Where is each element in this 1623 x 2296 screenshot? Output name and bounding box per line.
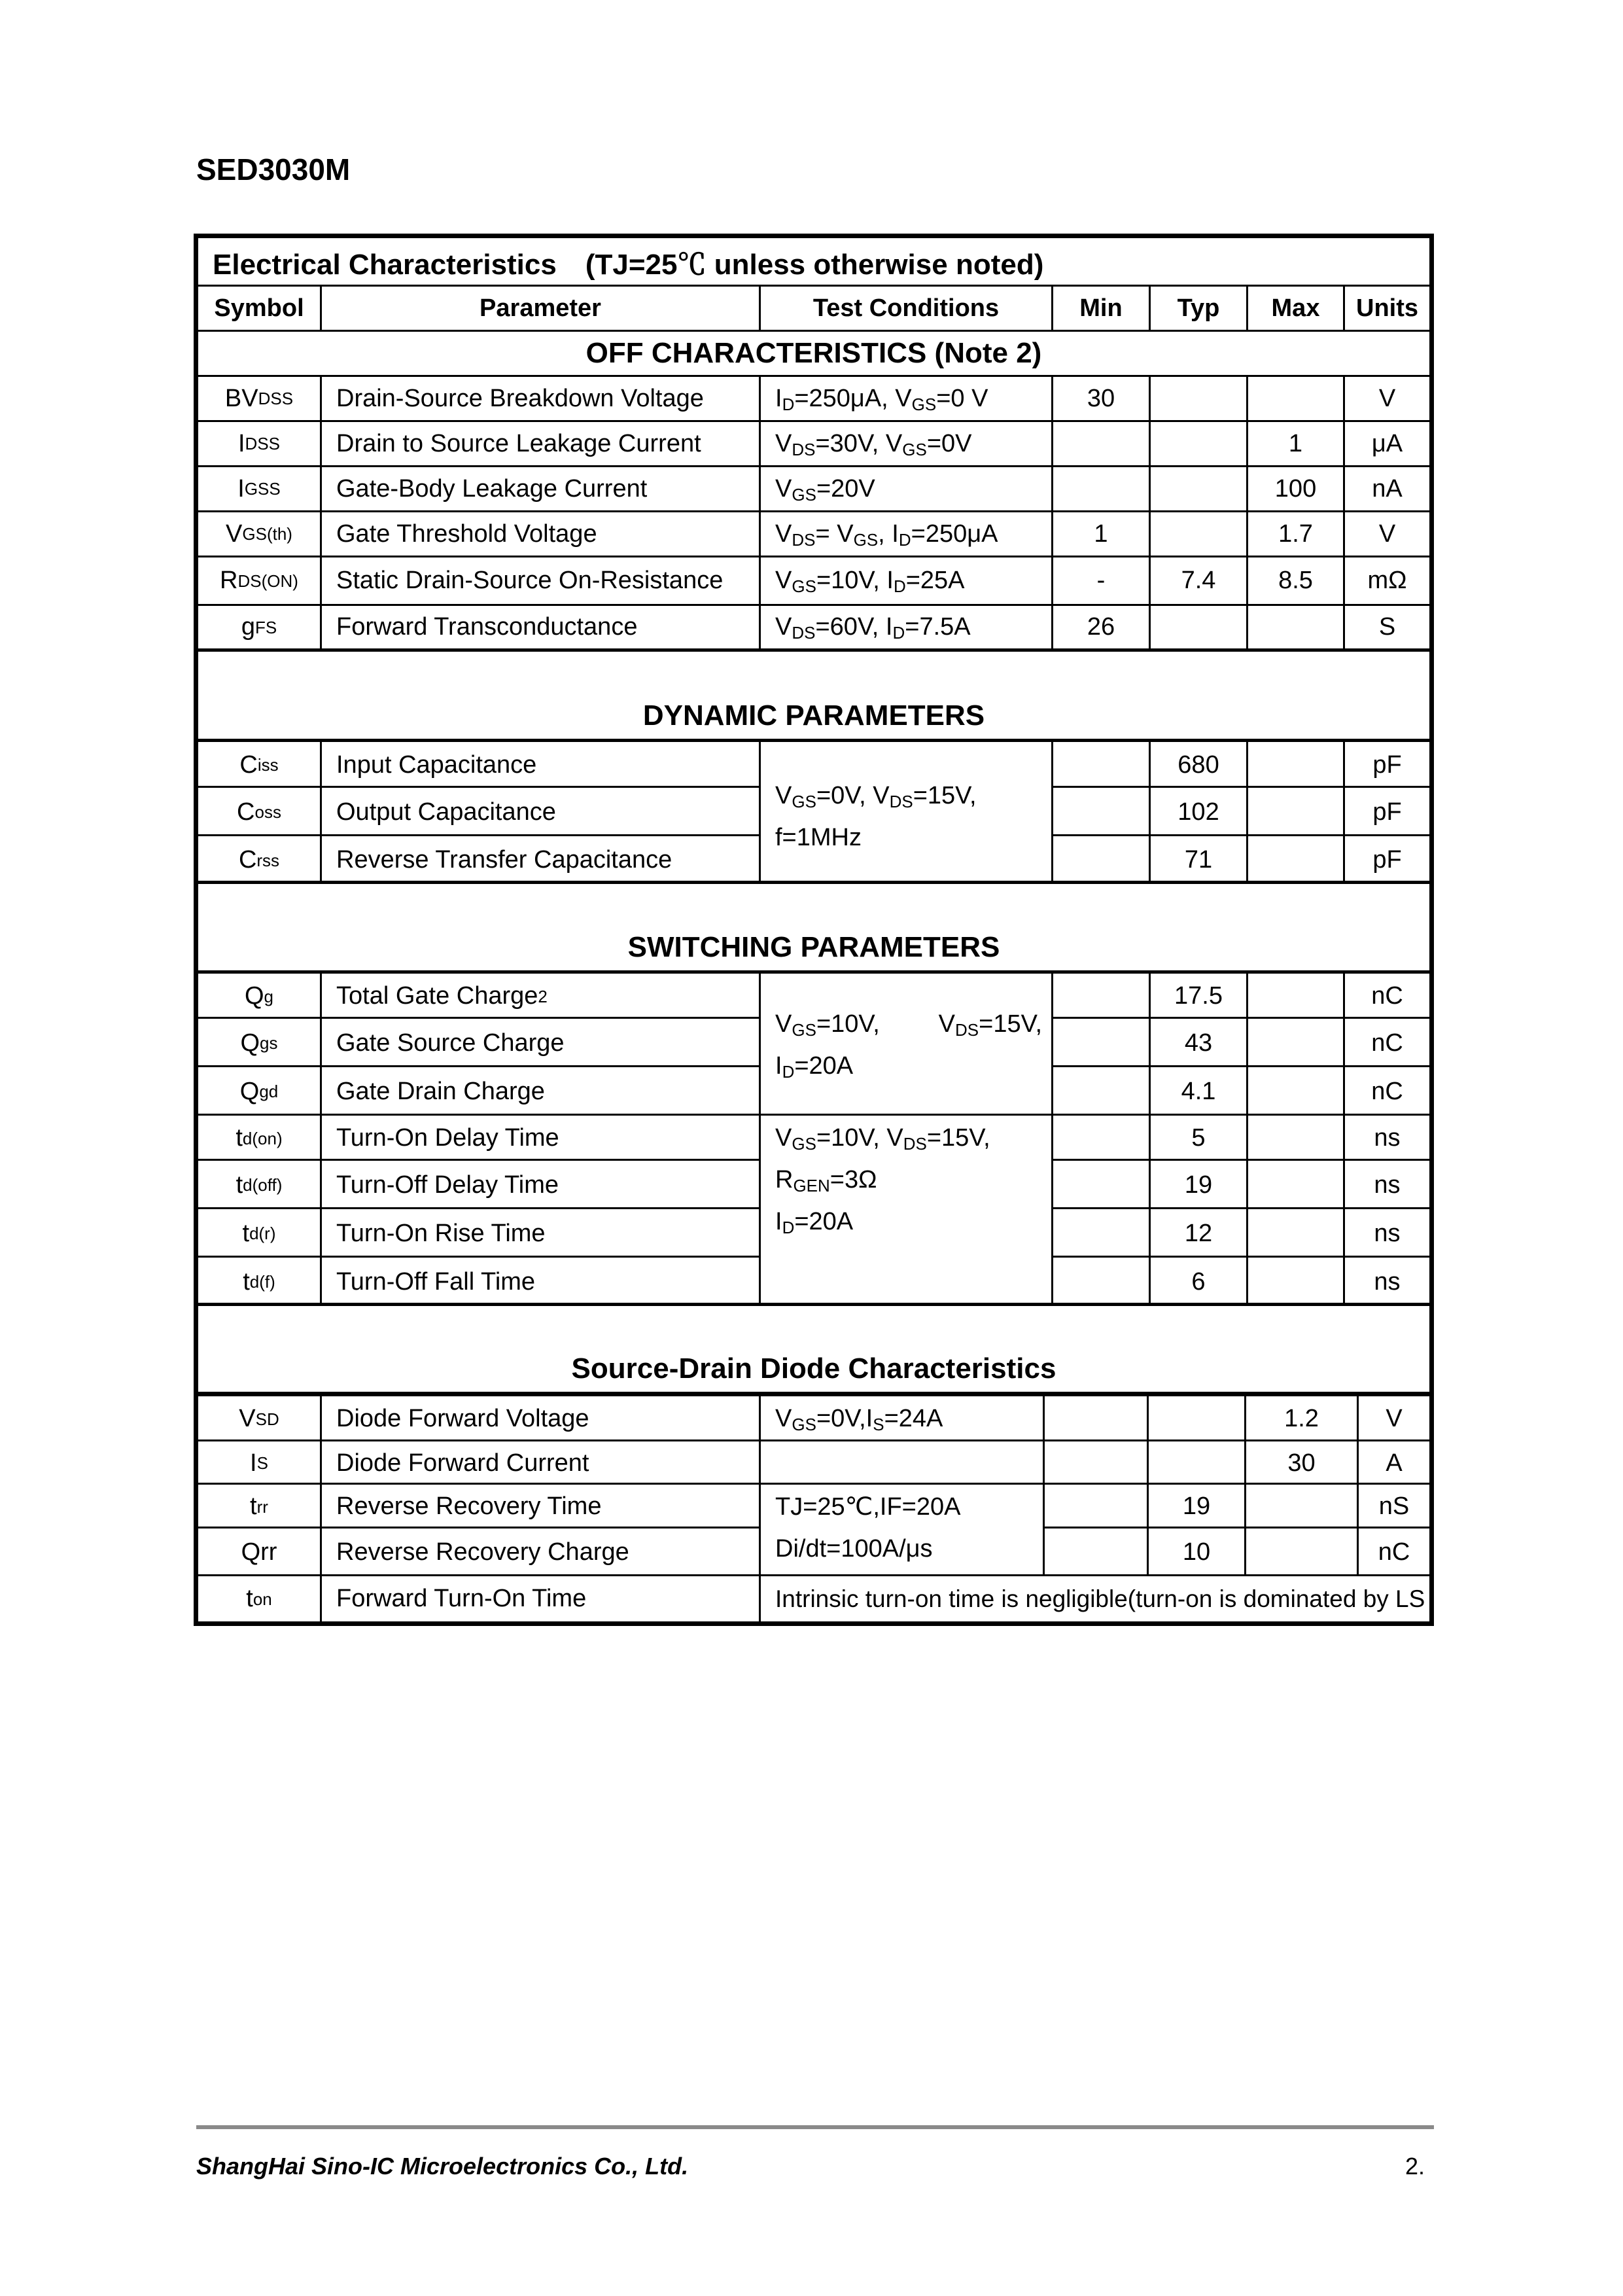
typ-cell: 17.5 — [1174, 982, 1223, 1010]
symbol-cell: I GSS — [237, 474, 281, 503]
units-cell: A — [1386, 1449, 1403, 1477]
units-cell: mΩ — [1367, 567, 1407, 594]
parameter-cell — [322, 742, 759, 788]
typ-cell: 4.1 — [1181, 1077, 1216, 1105]
typ-cell — [1151, 422, 1246, 465]
symbol-main: V — [226, 520, 243, 548]
test-condition-text: $V_{GS}=20V$ — [775, 474, 875, 504]
test-condition-line: $I_D=20A$ — [775, 1208, 854, 1237]
min-cell — [1053, 974, 1149, 1019]
max-cell — [1246, 1528, 1357, 1576]
max-cell: 1 — [1288, 429, 1303, 457]
units-cell: nS — [1378, 1492, 1410, 1520]
min-cell — [1053, 1116, 1149, 1161]
parameter-cell — [322, 1161, 759, 1209]
parameter-cell: Reverse Recovery Charge — [336, 1538, 629, 1566]
parameter-cell: Total Gate Charge 2 — [336, 982, 548, 1010]
parameter-cell — [322, 836, 759, 884]
table-row — [198, 467, 1429, 512]
parameter-cell — [322, 1209, 759, 1258]
note-cell: Intrinsic turn-on time is negligible(turn-on is dominated by LS — [775, 1585, 1425, 1612]
units-cell: μA — [1371, 429, 1403, 457]
header-units: Units — [1356, 294, 1418, 322]
units-cell: S — [1378, 613, 1396, 641]
test-condition-line — [775, 1003, 1051, 1045]
test-condition-line: Di/dt=100A/μs — [775, 1535, 933, 1563]
table-row — [198, 557, 1429, 606]
test-condition-line: f=1MHz — [775, 824, 862, 851]
max-cell — [1248, 606, 1343, 648]
symbol-main: t — [236, 1124, 243, 1152]
min-cell — [1053, 742, 1149, 788]
test-condition-line: $V_{GS}=10V$, $V_{DS}=15V$, — [775, 1124, 990, 1154]
symbol-main: V — [239, 1405, 256, 1432]
parameter-text: Output Capacitance — [336, 798, 556, 826]
section-dynamic-title: DYNAMIC PARAMETERS — [642, 699, 985, 732]
units-cell: V — [1378, 384, 1396, 412]
parameter-cell: Drain-Source Breakdown Voltage — [336, 384, 704, 412]
symbol-cell: I DSS — [237, 429, 281, 457]
header-symbol: Symbol — [214, 294, 304, 322]
symbol-main: I — [237, 429, 245, 457]
symbol-cell: C rss — [238, 846, 280, 874]
max-cell — [1248, 836, 1343, 884]
parameter-cell: Forward Turn-On Time — [336, 1585, 587, 1612]
test-condition-text: $V_{DS}=30V$, $V_{GS}=0V$ — [775, 429, 972, 459]
min-cell — [1053, 467, 1149, 510]
symbol-cell: BV DSS — [224, 384, 294, 412]
max-cell — [1248, 1161, 1343, 1209]
header-min: Min — [1079, 294, 1123, 322]
test-condition-text: $V_{DS}=15V$, — [938, 1010, 1042, 1040]
symbol-main: I — [237, 474, 245, 503]
electrical-characteristics-table — [194, 234, 1434, 1626]
test-condition-cell — [761, 1396, 1043, 1441]
symbol-cell: t d(r) — [242, 1219, 276, 1247]
section-off-row — [198, 332, 1429, 377]
units-cell: pF — [1372, 846, 1402, 874]
symbol-cell: t rr — [250, 1492, 268, 1520]
symbol-cell: C iss — [239, 751, 279, 779]
test-condition-cell — [761, 512, 1051, 556]
merged-test-condition — [761, 1486, 1043, 1570]
test-condition-cell — [761, 606, 1051, 648]
section-diode-row — [198, 1306, 1429, 1396]
typ-cell: 10 — [1182, 1538, 1211, 1566]
parameter-cell: Forward Transconductance — [336, 613, 638, 641]
symbol-main: C — [238, 846, 257, 874]
max-cell — [1248, 742, 1343, 788]
units-cell: nC — [1371, 982, 1403, 1010]
units-cell: V — [1386, 1405, 1403, 1432]
section-dynamic-row — [198, 652, 1429, 742]
max-cell: 30 — [1287, 1449, 1316, 1477]
units-cell: ns — [1374, 1219, 1401, 1247]
test-condition-cell — [761, 467, 1051, 510]
header-test-conditions: Test Conditions — [812, 294, 1000, 322]
symbol-main: Q — [244, 982, 264, 1010]
parameter-text: Turn-Off Delay Time — [336, 1171, 559, 1199]
footer-divider — [196, 2125, 1434, 2129]
parameter-cell — [322, 1019, 759, 1067]
max-cell — [1246, 1485, 1357, 1528]
min-cell: 1 — [1094, 520, 1108, 548]
symbol-cell: Q gs — [240, 1029, 278, 1057]
parameter-cell: Reverse Recovery Time — [336, 1492, 602, 1520]
typ-cell: 102 — [1178, 798, 1219, 826]
max-cell — [1248, 1116, 1343, 1161]
min-cell: 30 — [1087, 384, 1115, 412]
symbol-main: C — [239, 751, 258, 779]
parameter-text: Gate Drain Charge — [336, 1077, 545, 1105]
max-cell — [1248, 1258, 1343, 1306]
symbol-main: Q — [239, 1077, 260, 1105]
test-condition-cell — [761, 377, 1051, 420]
symbol-cell: Q g — [244, 982, 274, 1010]
symbol-main: t — [243, 1267, 250, 1296]
symbol-main: Q — [240, 1029, 260, 1057]
typ-cell — [1151, 377, 1246, 420]
min-cell: 26 — [1087, 613, 1115, 641]
parameter-cell: Diode Forward Current — [336, 1449, 589, 1477]
symbol-main: t — [250, 1492, 257, 1520]
symbol-cell: I S — [250, 1449, 268, 1477]
header-max: Max — [1271, 294, 1320, 322]
typ-cell — [1149, 1396, 1244, 1441]
table-row — [198, 512, 1429, 557]
units-cell: ns — [1374, 1124, 1401, 1152]
min-cell — [1053, 1258, 1149, 1306]
typ-cell — [1151, 467, 1246, 510]
test-condition-line: $I_D=20A$ — [775, 1052, 854, 1082]
test-condition-text: $V_{GS}=10V$, $I_D=25A$ — [775, 567, 965, 596]
test-condition-cell — [761, 557, 1051, 604]
symbol-main: BV — [224, 384, 258, 412]
max-cell — [1248, 1019, 1343, 1067]
units-cell: pF — [1372, 751, 1402, 779]
parameter-text: Reverse Transfer Capacitance — [336, 846, 672, 874]
parameter-cell: Static Drain-Source On-Resistance — [336, 567, 724, 594]
test-condition-text: $V_{GS}=10V$, — [775, 1010, 880, 1040]
min-cell — [1053, 1161, 1149, 1209]
max-cell — [1248, 1067, 1343, 1116]
test-condition-cell — [761, 1441, 1043, 1485]
table-row — [198, 1576, 1429, 1621]
typ-cell: 19 — [1184, 1171, 1213, 1199]
section-off-title: OFF CHARACTERISTICS (Note 2) — [585, 337, 1042, 369]
symbol-cell: C oss — [237, 798, 281, 826]
typ-cell — [1151, 512, 1246, 556]
section-switching-title: SWITCHING PARAMETERS — [627, 931, 1000, 963]
section-switching-row — [198, 884, 1429, 974]
table-caption-row — [198, 238, 1429, 287]
parameter-cell: Gate Threshold Voltage — [336, 520, 597, 548]
parameter-text: Total Gate Charge — [336, 982, 538, 1010]
min-cell — [1053, 836, 1149, 884]
parameter-cell — [322, 788, 759, 836]
symbol-cell: t d(f) — [243, 1267, 275, 1296]
typ-cell — [1149, 1441, 1244, 1485]
typ-cell: 19 — [1182, 1492, 1211, 1520]
typ-cell: 12 — [1184, 1219, 1213, 1247]
typ-cell: 71 — [1184, 846, 1213, 874]
typ-cell: 7.4 — [1181, 567, 1216, 594]
min-cell — [1053, 422, 1149, 465]
parameter-text: Turn-On Delay Time — [336, 1124, 559, 1152]
parameter-cell — [322, 1258, 759, 1306]
max-cell: 1.7 — [1278, 520, 1313, 548]
min-cell — [1053, 1209, 1149, 1258]
table-row — [198, 1258, 1429, 1306]
test-condition-text: $V_{GS}=0V,I_S=24A$ — [775, 1405, 943, 1434]
parameter-cell: Gate-Body Leakage Current — [336, 474, 648, 503]
min-cell — [1053, 788, 1149, 836]
table-caption: Electrical Characteristics (TJ=25℃ unless otherwise noted) — [213, 248, 1044, 281]
header-typ: Typ — [1177, 294, 1220, 322]
min-cell — [1053, 1019, 1149, 1067]
typ-cell: 5 — [1191, 1124, 1206, 1152]
symbol-main: t — [236, 1171, 243, 1199]
footer-page-number: 2. — [1405, 2153, 1425, 2180]
units-cell: ns — [1374, 1171, 1401, 1199]
merged-test-condition — [761, 1117, 1051, 1243]
symbol-cell: R DS(ON) — [220, 567, 298, 594]
units-cell: V — [1378, 520, 1396, 548]
min-cell — [1045, 1396, 1147, 1441]
merged-test-condition — [761, 1003, 1051, 1087]
column-header-row — [198, 287, 1429, 332]
symbol-cell — [198, 1528, 320, 1576]
parameter-text: Input Capacitance — [336, 751, 537, 779]
test-condition-line: $V_{GS}=0V$, $V_{DS}=15V$, — [775, 782, 977, 811]
parameter-cell — [322, 1067, 759, 1116]
test-condition-text: $V_{DS}=60V$, $I_D=7.5A$ — [775, 613, 971, 643]
typ-cell — [1151, 606, 1246, 648]
symbol-cell: V SD — [239, 1405, 279, 1432]
test-condition-text: $V_{DS}= V_{GS}$, $I_D=250\mu A$ — [775, 520, 998, 550]
units-cell: nC — [1378, 1538, 1410, 1566]
symbol-cell: t on — [246, 1585, 272, 1612]
symbol-cell: Q gd — [239, 1077, 279, 1105]
test-condition-line: $R_{GEN}=3\Omega$ — [775, 1166, 877, 1195]
footer-company: ShangHai Sino-IC Microelectronics Co., Ltd. — [196, 2153, 689, 2180]
table-row — [198, 1441, 1429, 1485]
units-cell: nA — [1372, 474, 1403, 503]
table-row — [198, 422, 1429, 467]
header-parameter: Parameter — [480, 294, 601, 322]
symbol-main: R — [220, 567, 238, 594]
table-row — [198, 606, 1429, 652]
parameter-cell — [322, 1116, 759, 1161]
max-cell — [1248, 788, 1343, 836]
max-cell — [1248, 377, 1343, 420]
typ-cell: 6 — [1191, 1267, 1206, 1296]
parameter-text: Turn-On Rise Time — [336, 1219, 546, 1247]
parameter-cell: Drain to Source Leakage Current — [336, 429, 701, 457]
merged-test-condition — [761, 775, 1051, 858]
units-cell: pF — [1372, 798, 1402, 826]
symbol-main: t — [242, 1219, 250, 1247]
parameter-cell: Diode Forward Voltage — [336, 1405, 589, 1432]
section-diode-title: Source-Drain Diode Characteristics — [571, 1352, 1056, 1385]
max-cell: 8.5 — [1278, 567, 1313, 594]
symbol-cell: t d(on) — [236, 1124, 283, 1152]
parameter-text: Turn-Off Fall Time — [336, 1267, 536, 1296]
test-condition-cell — [761, 422, 1051, 465]
symbol-cell: g FS — [241, 613, 277, 641]
min-cell — [1045, 1528, 1147, 1576]
part-number: SED3030M — [196, 152, 351, 186]
symbol-main: t — [246, 1585, 253, 1612]
symbol-cell: t d(off) — [236, 1171, 283, 1199]
symbol-main: Qrr — [241, 1538, 277, 1566]
symbol-main: I — [250, 1449, 257, 1477]
min-cell: - — [1096, 567, 1106, 594]
units-cell: nC — [1371, 1077, 1403, 1105]
min-cell — [1045, 1441, 1147, 1485]
table-row — [198, 377, 1429, 422]
max-cell — [1248, 974, 1343, 1019]
parameter-text: Gate Source Charge — [336, 1029, 565, 1057]
symbol-cell: V GS(th) — [226, 520, 292, 548]
min-cell — [1053, 1067, 1149, 1116]
max-cell — [1248, 1209, 1343, 1258]
typ-cell: 43 — [1184, 1029, 1213, 1057]
max-cell: 100 — [1274, 474, 1317, 503]
table-row — [198, 1396, 1429, 1441]
max-cell: 1.2 — [1284, 1405, 1319, 1432]
units-cell: ns — [1374, 1267, 1401, 1296]
test-condition-line: TJ=25℃,IF=20A — [775, 1493, 961, 1521]
units-cell: nC — [1371, 1029, 1403, 1057]
symbol-main: C — [237, 798, 255, 826]
symbol-main: g — [241, 613, 255, 641]
test-condition-text: $I_D=250\mu A$, $V_{GS}=0$ V — [775, 384, 988, 414]
min-cell — [1045, 1485, 1147, 1528]
typ-cell: 680 — [1178, 751, 1219, 779]
